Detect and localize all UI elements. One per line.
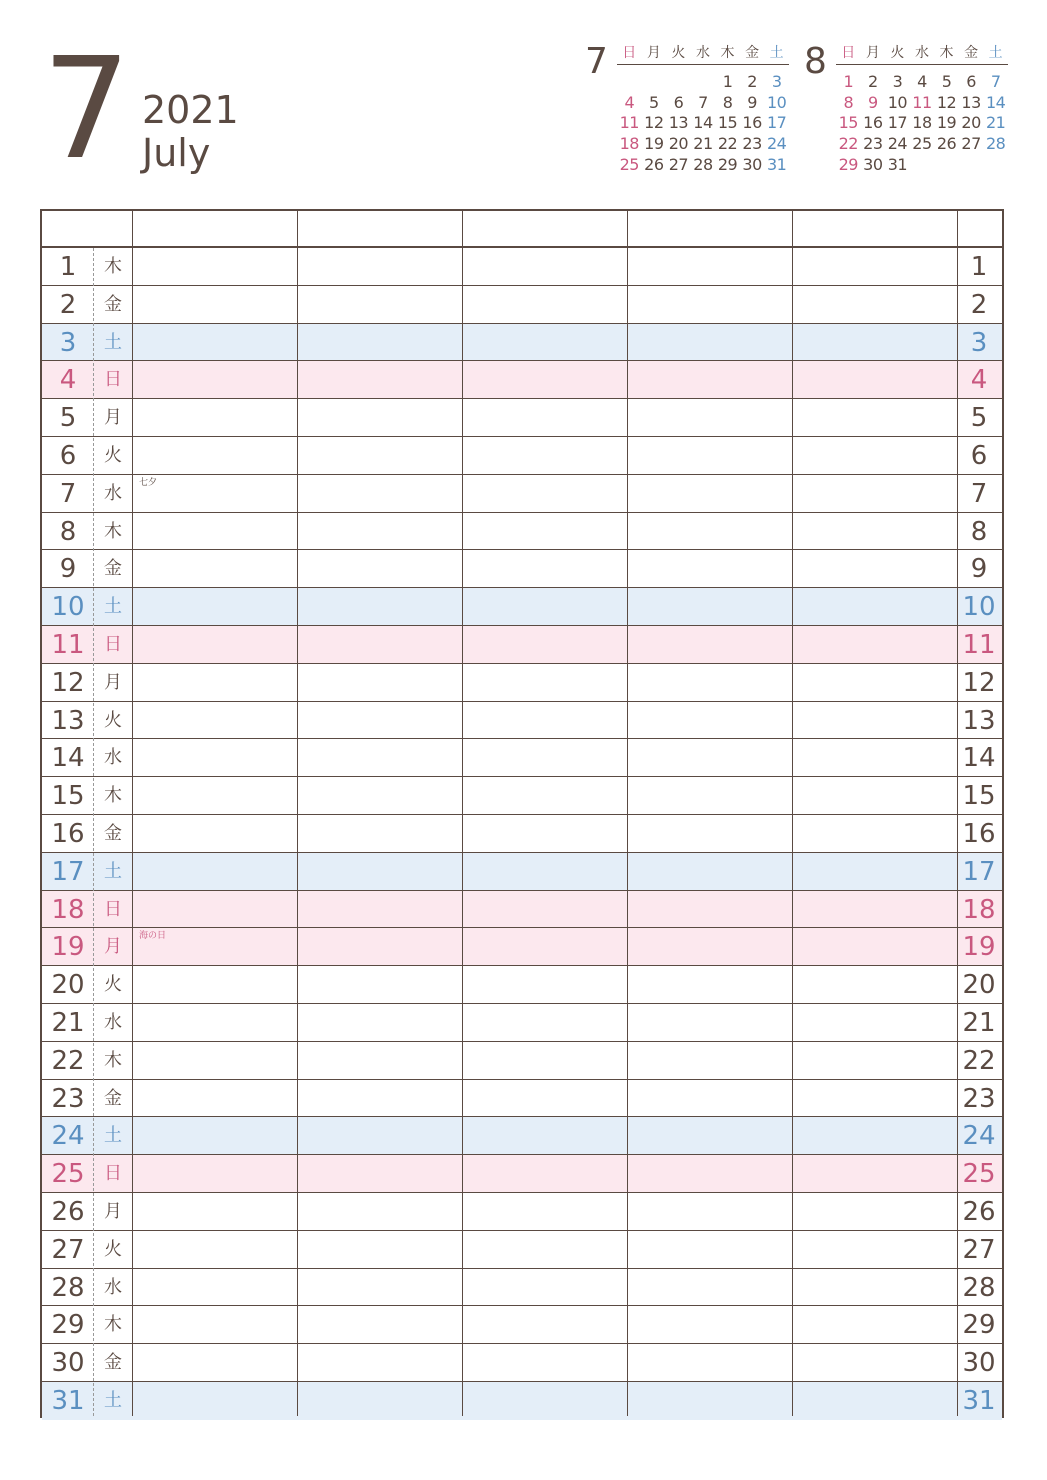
day-row[interactable]: [42, 1004, 1002, 1042]
mini-day-cell: 10: [766, 92, 787, 112]
mini-day-cell: 18: [619, 134, 639, 154]
day-number-right: 24: [962, 1121, 996, 1152]
column-divider: [627, 211, 628, 1416]
column-divider: [957, 211, 958, 1416]
day-row[interactable]: [42, 1155, 1002, 1193]
day-weekday: 土: [104, 331, 122, 353]
mini-day-cell: 23: [742, 134, 762, 154]
mini-day-cell: 4: [624, 92, 635, 112]
mini-week-row: [836, 154, 1008, 175]
mini-day-cell: 11: [912, 92, 932, 112]
day-row[interactable]: [42, 361, 1002, 399]
day-number-right: 16: [962, 819, 996, 849]
mini-week-row: [617, 71, 789, 92]
day-number-right: 21: [962, 1008, 996, 1038]
mini-day-cell: 2: [747, 71, 757, 91]
day-number: 5: [59, 403, 77, 434]
day-row[interactable]: [42, 664, 1002, 702]
mini-day-cell: 31: [766, 155, 787, 175]
day-number-right: 11: [962, 630, 996, 660]
mini-day-cell: 13: [961, 92, 981, 112]
column-divider: [132, 211, 133, 1416]
day-number: 4: [59, 365, 77, 396]
mini-weekday-label: 日: [841, 45, 856, 61]
day-row[interactable]: [42, 739, 1002, 777]
day-number: 12: [51, 667, 85, 698]
day-weekday: 日: [104, 634, 122, 655]
day-row[interactable]: [42, 1306, 1002, 1344]
day-number: 28: [51, 1272, 85, 1303]
day-number-right: 30: [962, 1348, 996, 1379]
day-row[interactable]: [42, 891, 1002, 929]
day-number-right: 23: [962, 1083, 996, 1114]
date-weekday-divider: [93, 248, 94, 1416]
mini-week-row: [836, 133, 1008, 154]
day-number-right: 10: [962, 592, 996, 623]
mini-day-cell: 10: [887, 92, 908, 112]
day-number-right: 26: [962, 1197, 996, 1227]
mini-day-cell: 18: [912, 113, 932, 133]
day-row[interactable]: [42, 286, 1002, 324]
day-number: 27: [51, 1234, 85, 1265]
day-number-right: 8: [970, 516, 988, 547]
mini-week-row: [617, 133, 789, 154]
mini-day-cell: 15: [838, 113, 858, 133]
day-weekday: 火: [104, 1238, 122, 1260]
mini-day-cell: 1: [843, 71, 854, 91]
day-number-right: 7: [970, 478, 988, 509]
day-weekday: 土: [104, 860, 122, 882]
mini-weekday-label: 月: [865, 45, 880, 61]
day-weekday: 木: [104, 1049, 122, 1071]
mini-day-cell: 3: [892, 71, 903, 91]
mini-day-cell: 28: [985, 134, 1006, 154]
mini-week-row: [836, 113, 1008, 134]
header-row: [42, 211, 1002, 248]
day-number: 6: [59, 441, 77, 471]
mini-month-number: 7: [585, 41, 608, 82]
day-number-right: 28: [962, 1272, 996, 1303]
mini-day-cell: 13: [668, 113, 689, 133]
mini-day-cell: 26: [644, 155, 664, 175]
mini-week-row: [617, 92, 789, 113]
day-weekday: 金: [104, 558, 122, 580]
column-divider: [297, 211, 298, 1416]
mini-day-cell: 27: [961, 134, 981, 154]
day-number-right: 2: [970, 289, 988, 320]
day-row[interactable]: [42, 437, 1002, 475]
mini-month-number: 8: [804, 41, 827, 82]
year-label: 2021: [142, 88, 239, 132]
day-row[interactable]: [42, 475, 1002, 513]
day-number-right: 20: [962, 970, 996, 1001]
mini-day-cell: 4: [917, 71, 927, 91]
mini-weekday-header: [836, 40, 1008, 65]
day-number: 16: [51, 819, 85, 849]
day-number-right: 5: [970, 403, 988, 434]
day-weekday: 土: [104, 596, 122, 618]
mini-day-cell: 21: [693, 134, 713, 154]
day-weekday: 木: [104, 785, 122, 807]
day-number-right: 1: [970, 252, 988, 282]
mini-day-cell: 29: [838, 155, 858, 175]
mini-day-cell: 5: [649, 92, 659, 112]
mini-day-cell: 17: [887, 113, 908, 133]
mini-day-cell: 21: [985, 113, 1006, 133]
day-row[interactable]: [42, 966, 1002, 1004]
day-note: 海の日: [139, 931, 167, 942]
day-weekday: 木: [104, 1314, 122, 1336]
schedule-table: [40, 209, 1004, 1418]
mini-day-cell: 19: [644, 134, 664, 154]
day-row[interactable]: [42, 815, 1002, 853]
month-name-label: July: [142, 131, 211, 175]
day-weekday: 月: [104, 407, 122, 429]
mini-weekday-label: 木: [939, 45, 954, 61]
day-weekday: 土: [104, 1390, 122, 1411]
mini-day-cell: 22: [838, 134, 858, 154]
day-number-right: 17: [962, 856, 996, 887]
mini-day-cell: 5: [941, 71, 952, 91]
day-row[interactable]: [42, 513, 1002, 551]
day-weekday: 日: [104, 898, 122, 920]
mini-day-cell: 7: [990, 71, 1001, 91]
day-weekday: 金: [104, 1352, 122, 1374]
mini-day-cell: 12: [936, 92, 957, 112]
day-weekday: 土: [104, 1125, 122, 1147]
mini-day-cell: 14: [693, 113, 713, 133]
mini-day-cell: 8: [722, 92, 733, 112]
mini-day-cell: 22: [717, 134, 738, 154]
mini-day-cell: 24: [887, 134, 908, 154]
mini-weekday-label: 土: [769, 45, 784, 61]
mini-day-cell: 25: [619, 155, 639, 175]
day-number: 20: [51, 970, 85, 1001]
day-weekday: 水: [104, 747, 122, 769]
day-number: 9: [59, 554, 77, 585]
day-row[interactable]: [42, 1344, 1002, 1382]
day-number: 14: [51, 743, 85, 774]
mini-day-cell: 9: [747, 92, 757, 112]
day-number: 13: [51, 705, 85, 736]
mini-weekday-label: 水: [914, 45, 929, 61]
day-row[interactable]: [42, 1042, 1002, 1080]
mini-day-cell: 14: [985, 92, 1006, 112]
mini-day-cell: 23: [863, 134, 883, 154]
day-number-right: 9: [970, 554, 988, 585]
mini-day-cell: 29: [717, 155, 738, 175]
mini-day-cell: 12: [644, 113, 664, 133]
mini-day-cell: 3: [771, 71, 782, 91]
day-number-right: 6: [970, 441, 988, 471]
mini-day-cell: 20: [668, 134, 689, 154]
day-number-right: 27: [962, 1234, 996, 1265]
mini-day-cell: 30: [742, 155, 762, 175]
day-number: 26: [51, 1197, 85, 1227]
day-number: 30: [51, 1348, 85, 1379]
day-number-right: 14: [962, 743, 996, 774]
day-number: 11: [51, 630, 85, 660]
mini-day-cell: 26: [936, 134, 957, 154]
mini-day-cell: 24: [766, 134, 787, 154]
day-weekday: 木: [104, 256, 122, 277]
day-number: 17: [51, 856, 85, 887]
day-row[interactable]: [42, 1080, 1002, 1118]
day-weekday: 金: [104, 293, 122, 315]
day-number-right: 18: [962, 894, 996, 925]
mini-day-cell: 9: [868, 92, 878, 112]
day-weekday: 日: [104, 1163, 122, 1185]
day-number-right: 22: [962, 1045, 996, 1076]
mini-day-cell: 15: [717, 113, 738, 133]
day-row[interactable]: [42, 588, 1002, 626]
day-number: 29: [51, 1310, 85, 1341]
mini-weekday-label: 金: [964, 45, 979, 61]
mini-day-cell: 27: [668, 155, 689, 175]
mini-day-cell: 2: [868, 71, 878, 91]
day-number: 23: [51, 1083, 85, 1114]
mini-day-cell: 6: [673, 92, 684, 112]
day-row[interactable]: [42, 777, 1002, 815]
mini-day-cell: 1: [722, 71, 733, 91]
mini-weekday-label: 日: [622, 45, 637, 61]
day-number-right: 31: [962, 1386, 996, 1416]
day-number: 1: [59, 252, 77, 282]
mini-weekday-header: [617, 40, 789, 65]
mini-day-cell: 16: [742, 113, 762, 133]
mini-weekday-label: 水: [695, 45, 710, 61]
day-row[interactable]: [42, 1269, 1002, 1307]
day-number: 10: [51, 592, 85, 623]
day-number: 21: [51, 1008, 85, 1038]
day-row[interactable]: [42, 399, 1002, 437]
day-row[interactable]: [42, 248, 1002, 286]
day-weekday: 木: [104, 520, 122, 542]
day-weekday: 月: [104, 671, 122, 693]
day-number: 3: [59, 327, 77, 358]
mini-weekday-label: 土: [988, 45, 1003, 61]
day-weekday: 金: [104, 1087, 122, 1109]
day-row[interactable]: [42, 702, 1002, 740]
mini-weekday-label: 火: [890, 45, 905, 61]
column-divider: [792, 211, 793, 1416]
mini-day-cell: 31: [887, 155, 908, 175]
day-weekday: 火: [104, 709, 122, 731]
mini-week-row: [836, 71, 1008, 92]
mini-day-cell: 11: [619, 113, 639, 133]
day-row[interactable]: [42, 928, 1002, 966]
day-weekday: 月: [104, 1201, 122, 1222]
day-number: 8: [59, 516, 77, 547]
mini-week-row: [836, 92, 1008, 113]
day-number: 7: [59, 478, 77, 509]
day-weekday: 水: [104, 1012, 122, 1033]
mini-weekday-label: 月: [646, 45, 661, 61]
mini-weekday-label: 木: [720, 45, 735, 61]
mini-weekday-label: 金: [745, 45, 760, 61]
day-number: 19: [51, 932, 85, 963]
day-number: 2: [59, 289, 77, 320]
mini-day-cell: 19: [936, 113, 957, 133]
column-divider: [462, 211, 463, 1416]
mini-day-cell: 6: [966, 71, 976, 91]
day-number-right: 25: [962, 1159, 996, 1190]
day-row[interactable]: [42, 550, 1002, 588]
day-number: 31: [51, 1386, 85, 1416]
mini-day-cell: 16: [863, 113, 883, 133]
day-number: 15: [51, 781, 85, 812]
day-number-right: 19: [962, 932, 996, 963]
mini-week-row: [617, 113, 789, 134]
day-number-right: 4: [970, 365, 988, 396]
day-weekday: 月: [104, 936, 122, 958]
day-number-right: 15: [962, 781, 996, 812]
day-row[interactable]: [42, 853, 1002, 891]
big-month-number: 7: [42, 28, 132, 191]
mini-day-cell: 7: [698, 92, 708, 112]
mini-day-cell: 28: [693, 155, 713, 175]
day-row[interactable]: [42, 324, 1002, 362]
mini-day-cell: 17: [766, 113, 787, 133]
day-row[interactable]: [42, 1193, 1002, 1231]
day-weekday: 火: [104, 445, 122, 466]
day-row[interactable]: [42, 626, 1002, 664]
day-number: 22: [51, 1045, 85, 1076]
day-number: 25: [51, 1159, 85, 1190]
day-number-right: 29: [962, 1310, 996, 1341]
day-number-right: 3: [970, 327, 988, 358]
day-weekday: 水: [104, 1276, 122, 1298]
day-number-right: 13: [962, 705, 996, 736]
mini-day-cell: 25: [912, 134, 932, 154]
day-weekday: 火: [104, 974, 122, 996]
day-weekday: 日: [104, 369, 122, 391]
mini-week-row: [617, 154, 789, 175]
mini-weekday-label: 火: [671, 45, 686, 61]
day-row[interactable]: [42, 1231, 1002, 1269]
mini-day-cell: 8: [843, 92, 854, 112]
day-row[interactable]: [42, 1117, 1002, 1155]
day-note: 七夕: [139, 477, 158, 488]
day-number-right: 12: [962, 667, 996, 698]
mini-day-cell: 30: [863, 155, 883, 175]
day-row[interactable]: [42, 1382, 1002, 1420]
mini-day-cell: 20: [961, 113, 981, 133]
day-weekday: 水: [104, 482, 122, 504]
day-number: 18: [51, 894, 85, 925]
day-number: 24: [51, 1121, 85, 1152]
day-weekday: 金: [104, 823, 122, 844]
